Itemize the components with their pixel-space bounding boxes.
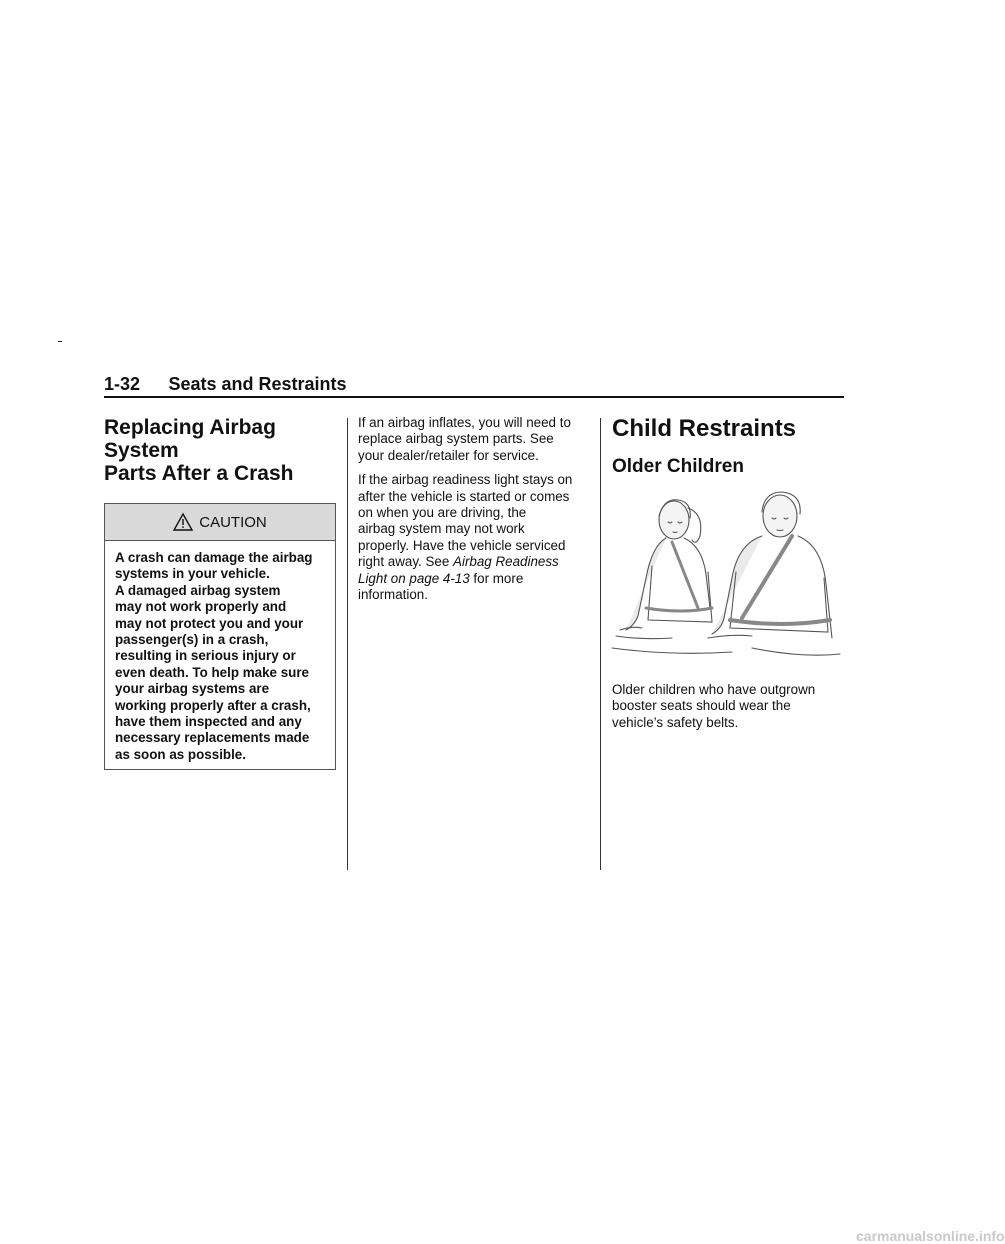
column-divider-2: [600, 418, 601, 870]
caution-box: [104, 503, 336, 770]
text-line: after the vehicle is started or comes: [358, 488, 570, 504]
page-header: [104, 374, 844, 395]
paragraph-airbag-inflates: [358, 415, 588, 464]
caution-line: have them inspected and any: [115, 714, 302, 730]
older-children-text: [612, 682, 815, 731]
column-1: [104, 416, 336, 770]
caution-line: A damaged airbag system: [115, 582, 281, 598]
caution-line: your airbag systems are: [115, 681, 270, 697]
child-restraints-title: Child Restraints: [612, 415, 797, 442]
caution-line: necessary replacements made: [115, 730, 310, 746]
caution-line: even death. To help make sure: [115, 664, 309, 680]
text-fragment: for more: [469, 570, 524, 586]
text-line: If an airbag inflates, you will need to: [358, 415, 571, 430]
caution-header: [105, 504, 335, 541]
airbag-replacement-heading: [104, 416, 336, 485]
older-children-subtitle: Older Children: [612, 456, 744, 477]
text-fragment: right away. See: [358, 554, 454, 570]
caution-line: systems in your vehicle.: [115, 566, 270, 582]
caution-line: passenger(s) in a crash,: [115, 632, 269, 648]
text-line: booster seats should wear the: [612, 698, 791, 714]
text-line: your dealer/retailer for service.: [358, 447, 539, 463]
text-line: airbag system may not work: [358, 521, 525, 537]
column-3: [612, 415, 844, 730]
text-line: vehicle’s safety belts.: [612, 714, 739, 730]
text-line: on when you are driving, the: [358, 505, 527, 521]
warning-triangle-icon: [173, 513, 193, 531]
watermark-text: carmanualsonline.info: [856, 1228, 1005, 1244]
cross-reference-link[interactable]: Light on page 4-13: [358, 570, 470, 586]
section-title: Seats and Restraints: [168, 374, 347, 394]
text-line: Older children who have outgrown: [612, 682, 816, 697]
text-line: replace airbag system parts. See: [358, 431, 554, 447]
page-corner-mark: [58, 341, 62, 342]
page-number: 1-32: [104, 374, 141, 394]
caution-label: CAUTION: [199, 513, 267, 531]
cross-reference-link[interactable]: Airbag Readiness: [453, 554, 559, 570]
caution-line: resulting in serious injury or: [115, 648, 296, 664]
children-seatbelt-illustration: [612, 488, 844, 668]
caution-line: may not work properly and: [115, 599, 287, 615]
caution-line: may not protect you and your: [115, 615, 304, 631]
caution-line: working properly after a crash,: [115, 697, 311, 713]
caution-text: [105, 541, 335, 769]
caution-line: as soon as possible.: [115, 746, 246, 762]
paragraph-readiness-light: [358, 472, 588, 603]
header-rule: [104, 396, 844, 398]
caution-line: A crash can damage the airbag: [115, 550, 313, 565]
heading-line-1: Replacing Airbag System: [104, 416, 276, 462]
heading-line-2: Parts After a Crash: [104, 462, 294, 485]
text-line: [358, 554, 588, 570]
column-2: [358, 415, 588, 603]
text-line: If the airbag readiness light stays on: [358, 472, 573, 488]
text-line: properly. Have the vehicle serviced: [358, 537, 566, 553]
text-line: information.: [358, 587, 428, 603]
column-divider-1: [347, 418, 348, 870]
text-line: [358, 571, 588, 587]
